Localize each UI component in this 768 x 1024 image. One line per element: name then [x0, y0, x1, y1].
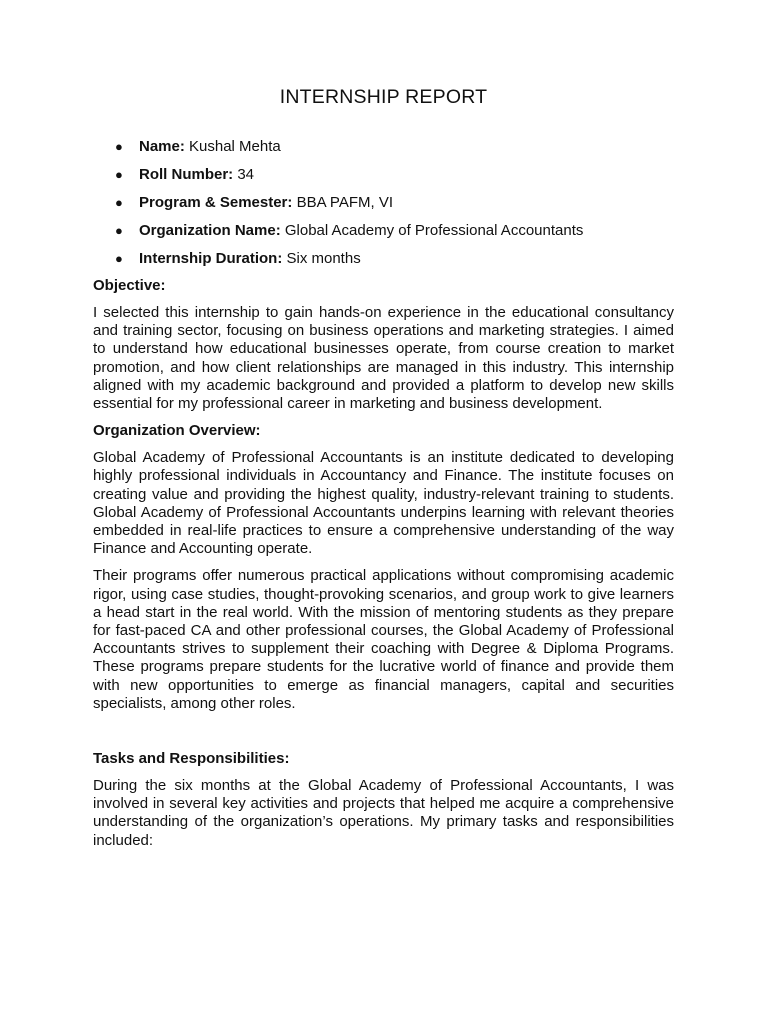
- detail-value: Six months: [282, 250, 361, 267]
- objective-paragraph: I selected this internship to gain hands-on experience in the educational consultancy and training sector, focusing on business operations and marketing strategies. I aimed to understand how educational businesses operate, from course creation to market promotion, and how client relationships are managed in this industry. This internship aligned with my academic background and provided a platform to develop new skills essential for my professional career in marketing and business development.: [93, 304, 674, 413]
- bullet-icon: ●: [115, 223, 123, 238]
- detail-label: Internship Duration:: [139, 250, 283, 267]
- detail-value: Global Academy of Professional Accountants: [280, 222, 584, 239]
- bullet-icon: ●: [115, 139, 123, 154]
- section-spacer: [93, 722, 674, 750]
- detail-value: Kushal Mehta: [184, 138, 281, 155]
- detail-item-name: [93, 137, 674, 156]
- detail-item-roll-number: [93, 165, 674, 184]
- detail-value: 34: [233, 166, 255, 183]
- detail-label: Roll Number:: [139, 166, 234, 183]
- detail-item-program: [93, 193, 674, 212]
- bullet-icon: ●: [115, 195, 123, 210]
- bullet-icon: ●: [115, 167, 123, 182]
- tasks-heading: Tasks and Responsibilities:: [93, 750, 290, 768]
- overview-paragraph-2: Their programs offer numerous practical applications without compromising academic rigor, using case studies, thought-provoking scenarios, and group work to give learners a head start in the real world. With the mission of mentoring students as they prepare for fast-paced CA and other professional courses, the Global Academy of Professional Accountants strives to supplement their coaching with Degree & Diploma Programs. These programs prepare students for the lucrative world of finance and provide them with new opportunities to emerge as financial managers, capital and securities specialists, among other roles.: [93, 567, 674, 712]
- tasks-paragraph: During the six months at the Global Academy of Professional Accountants, I was involved in several key activities and projects that helped me acquire a comprehensive understanding of the organization’s operations. My primary tasks and responsibilities included:: [93, 777, 674, 849]
- detail-label: Name:: [139, 138, 185, 155]
- page-title: INTERNSHIP REPORT: [279, 86, 488, 108]
- detail-item-organization: [93, 221, 674, 240]
- detail-value: BBA PAFM, VI: [292, 194, 393, 211]
- detail-label: Organization Name:: [139, 222, 281, 239]
- overview-heading: Organization Overview:: [93, 422, 261, 440]
- bullet-icon: ●: [115, 251, 123, 266]
- overview-paragraph-1: Global Academy of Professional Accountants is an institute dedicated to developing highly professional individuals in Accountancy and Finance. The institute focuses on creating value and providing the highest quality, industry-relevant training to students. Global Academy of Professional Accountants underpins learning with relevant theories embedded in real-life practices to ensure a comprehensive understanding of the way Finance and Accounting operate.: [93, 449, 674, 558]
- objective-heading: Objective:: [93, 277, 166, 294]
- detail-label: Program & Semester:: [139, 194, 293, 211]
- student-details-list: [93, 137, 674, 268]
- detail-item-duration: [93, 249, 674, 268]
